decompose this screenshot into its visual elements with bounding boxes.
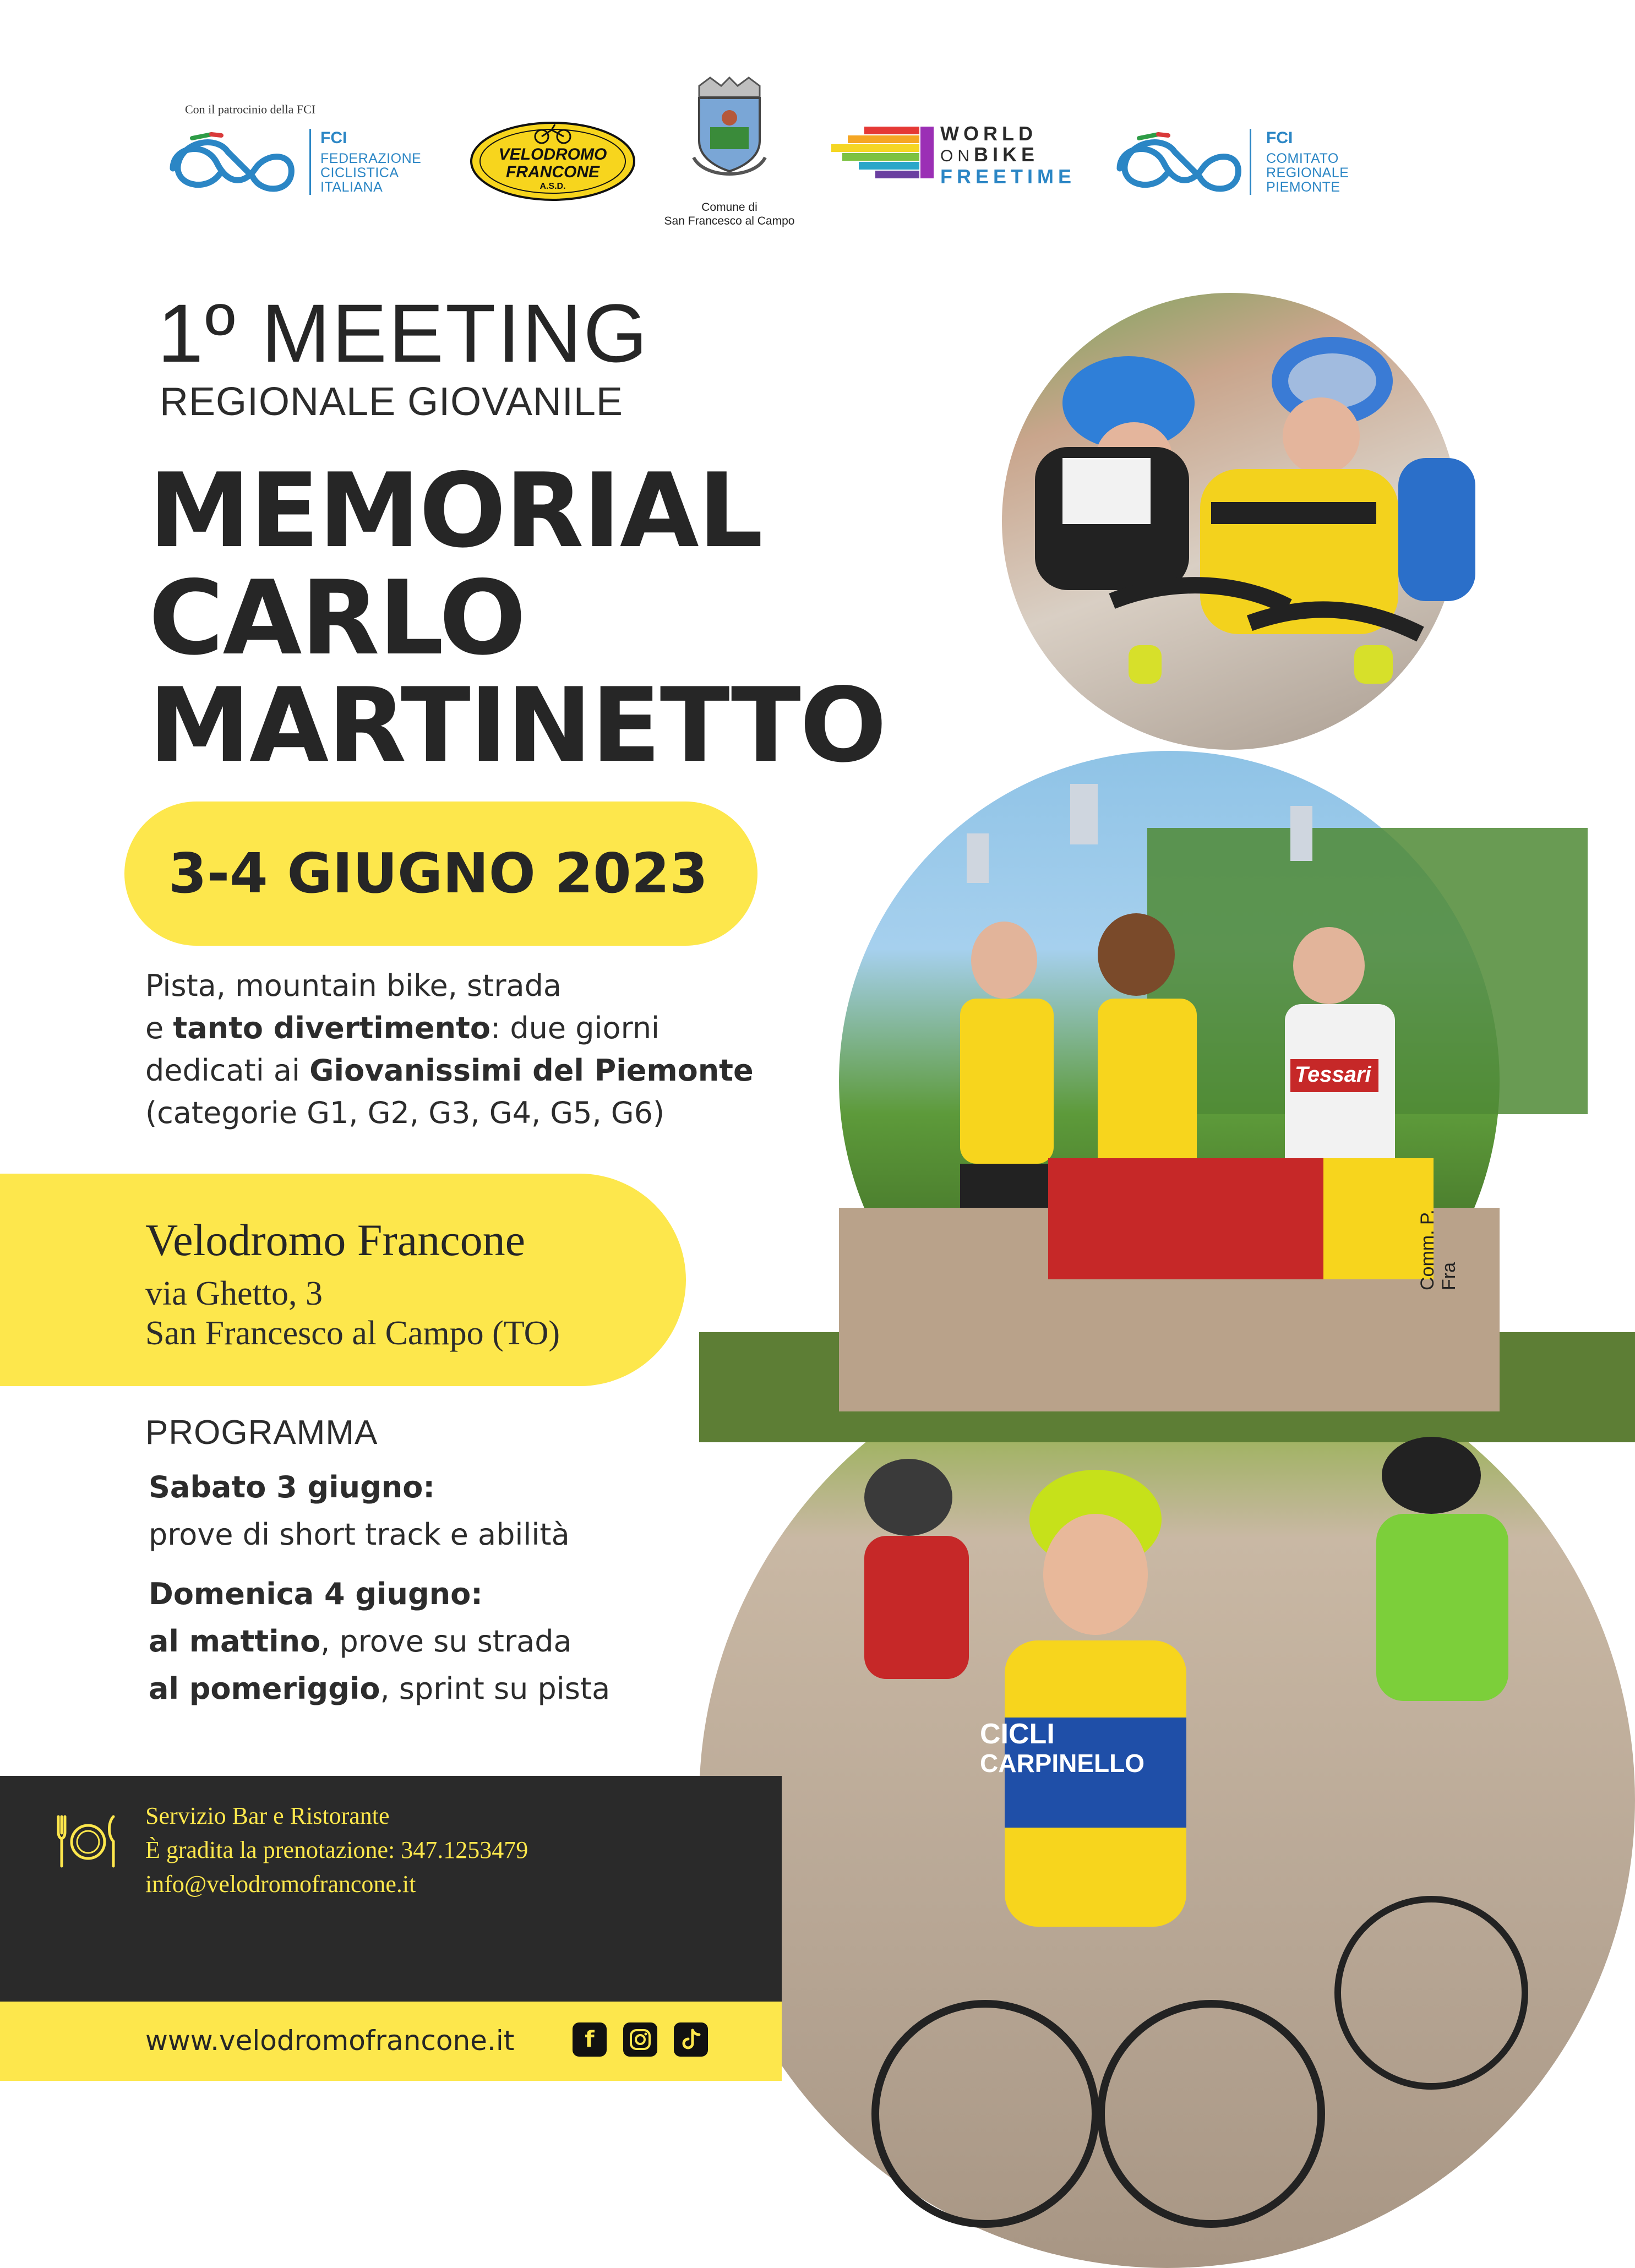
saturday-title: Sabato 3 giugno: [149, 1470, 435, 1504]
event-title-line-3: MARTINETTO [149, 666, 886, 785]
venue-name: Velodromo Francone [145, 1215, 525, 1265]
event-date: 3-4 GIUGNO 2023 [168, 841, 708, 906]
fci-comitato-logo [1109, 123, 1384, 200]
comune-line-1: Comune di [701, 201, 757, 214]
wob-line-1: WORLD [940, 122, 1037, 145]
tiktok-icon[interactable] [674, 2022, 708, 2057]
service-line-2: È gradita la prenotazione: 347.1253479 [145, 1836, 528, 1863]
banner-text: Comm. P. Fra [1417, 1209, 1459, 1290]
sunday-title: Domenica 4 giugno: [149, 1577, 483, 1611]
velodromo-logo-line1: VELODROMO [498, 145, 607, 163]
sunday-afternoon-text: , sprint su pista [380, 1671, 611, 1706]
comune-crest-icon [683, 75, 776, 185]
sunday-morning-text: , prove su strada [320, 1624, 572, 1659]
description-line-1: Pista, mountain bike, strada [145, 968, 562, 1003]
saturday-text: prove di short track e abilità [149, 1517, 570, 1552]
fci-federazione-logo [162, 123, 459, 200]
venue-address [145, 1274, 560, 1353]
fci-line-1: FEDERAZIONE [320, 151, 422, 166]
tiktok-glyph [674, 2022, 708, 2057]
photo-sprint-riders-scene [699, 1332, 1635, 2268]
fci-comitato-divider [1250, 129, 1251, 195]
photo-podium-scene [839, 751, 1500, 1411]
wob-bike: BIKE [974, 143, 1039, 166]
jersey-text-cicli: CICLI [980, 1718, 1055, 1750]
fci-line-3: ITALIANA [320, 179, 383, 195]
photo-young-riders-start [1002, 293, 1459, 750]
programma-sunday [149, 1574, 610, 1709]
service-info [145, 1799, 528, 1901]
desc-l3-bold: Giovanissimi del Piemonte [309, 1053, 754, 1088]
wob-line-3: FREETIME [940, 165, 1076, 188]
fci-comitato-cyclist-icon [1109, 130, 1246, 196]
cutlery-plate-icon [55, 1811, 121, 1872]
meeting-number: 1º MEETING [157, 287, 650, 379]
photo-podium-trophies [839, 751, 1500, 1411]
fci-abbr: FCI [320, 129, 347, 147]
facebook-icon[interactable]: f [573, 2022, 607, 2057]
fci-comitato-line-1: COMITATO [1266, 151, 1339, 166]
photo-sprint-riders [699, 1332, 1635, 2268]
wob-on: ON [940, 147, 974, 165]
velodromo-logo-line3: A.S.D. [539, 182, 566, 191]
sunday-afternoon-bold: al pomeriggio [149, 1671, 380, 1706]
jersey-text-tessari: Tessari [1295, 1062, 1371, 1087]
venue-address-line-2: San Francesco al Campo (TO) [145, 1315, 560, 1352]
service-line-3[interactable]: info@velodromofrancone.it [145, 1871, 416, 1898]
desc-l2-bold: tanto divertimento [173, 1011, 490, 1045]
fci-comitato-line-2: REGIONALE [1266, 165, 1349, 181]
description-line-3 [145, 1049, 754, 1092]
desc-l2-b: : due giorni [490, 1011, 660, 1045]
velodromo-logo-line2: FRANCONE [506, 163, 600, 181]
description-line-4: (categorie G1, G2, G3, G4, G5, G6) [145, 1095, 665, 1130]
description-line-2 [145, 1007, 754, 1049]
instagram-glyph [623, 2022, 657, 2057]
event-title-line-2: CARLO [149, 558, 525, 678]
desc-l2-a: e [145, 1011, 173, 1045]
desc-l3-a: dedicati ai [145, 1053, 310, 1088]
website-link[interactable]: www.velodromofrancone.it [145, 2025, 515, 2057]
fci-line-2: CICLISTICA [320, 165, 399, 181]
sunday-afternoon [149, 1669, 610, 1709]
service-line-1: Servizio Bar e Ristorante [145, 1802, 390, 1829]
venue-address-line-1: via Ghetto, 3 [145, 1275, 323, 1312]
instagram-icon[interactable] [623, 2022, 657, 2057]
fci-divider [309, 129, 311, 195]
fci-comitato-abbr: FCI [1266, 129, 1293, 147]
programma-saturday [149, 1468, 570, 1555]
event-title-line-1: MEMORIAL [149, 451, 762, 570]
fci-cyclist-icon [162, 130, 299, 196]
comune-line-2: San Francesco al Campo [664, 215, 795, 227]
event-description [145, 964, 754, 1134]
world-on-bike-stripes-icon [831, 127, 936, 179]
sunday-morning-bold: al mattino [149, 1624, 321, 1659]
patronage-text: Con il patrocinio della FCI [185, 102, 316, 116]
fci-comitato-line-3: PIEMONTE [1266, 179, 1340, 195]
photo-riders-start-scene [1002, 293, 1459, 750]
velodromo-francone-logo [469, 120, 636, 203]
programma-heading: PROGRAMMA [145, 1414, 378, 1452]
event-title [149, 451, 886, 785]
meeting-subtitle: REGIONALE GIOVANILE [160, 380, 623, 424]
comune-caption [644, 200, 815, 228]
wob-line-2 [940, 144, 1039, 167]
sunday-morning [149, 1622, 610, 1661]
jersey-text-carpinello: CARPINELLO [980, 1749, 1144, 1778]
